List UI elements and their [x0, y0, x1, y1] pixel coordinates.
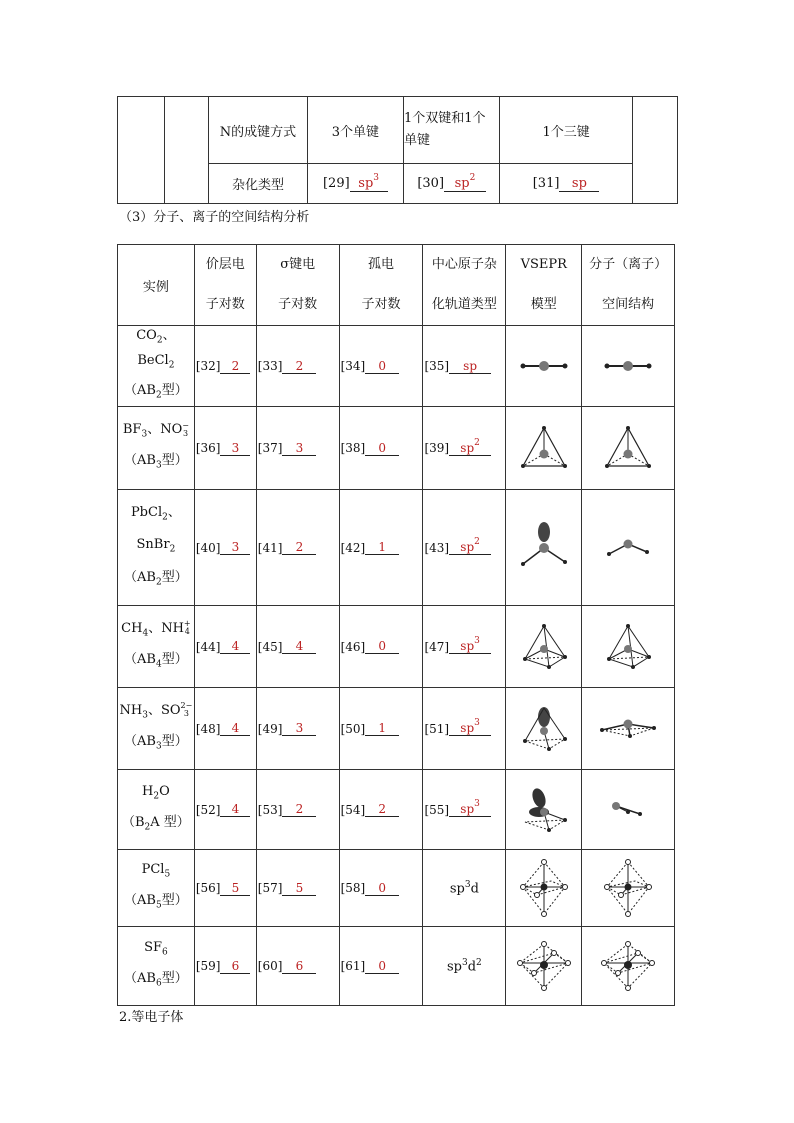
blank-number: [29] — [322, 175, 350, 191]
answer-blank: 3 — [282, 441, 316, 456]
vsepr-model-cell — [506, 770, 582, 850]
answer-cell — [423, 407, 506, 490]
trigonal-planar-structure-icon — [582, 424, 674, 472]
answer-blank: 2 — [282, 540, 316, 555]
answer-blank: 1 — [365, 721, 399, 736]
answer-blank: 2 — [220, 359, 250, 374]
table-row — [118, 407, 675, 490]
blank-number: [42] — [340, 540, 366, 555]
answer-blank: 3 — [282, 721, 316, 736]
spatial-structure-cell — [582, 850, 675, 927]
vsepr-model-cell — [506, 326, 582, 407]
answer-blank: $sp^2$ — [444, 176, 486, 192]
answer-blank: 0 — [365, 959, 399, 974]
answer-blank: 0 — [365, 441, 399, 456]
spatial-structure-cell — [582, 927, 675, 1006]
answer-blank: sp — [449, 359, 491, 374]
answer-cell — [339, 407, 423, 490]
linear-structure-icon — [582, 359, 674, 373]
example-cell: $BF_3$、NO − 3 （$AB_3$型） — [118, 407, 195, 490]
answer-cell — [339, 606, 423, 688]
bent-structure-icon — [582, 800, 674, 820]
answer-cell — [194, 407, 256, 490]
vsepr-model-cell — [506, 606, 582, 688]
table-row — [118, 927, 675, 1006]
trigonal-bipyramidal-structure-icon — [582, 859, 674, 917]
blank-number: [57] — [257, 881, 283, 895]
answer-blank: 3 — [220, 441, 250, 456]
blank-number: [52] — [195, 802, 221, 817]
blank-number: [33] — [257, 359, 283, 373]
example-cell: $CH_4$、NH + 4 （$AB_4$型） — [118, 606, 195, 688]
octahedral-model-icon — [506, 941, 581, 991]
bond-cell: 3个单键 — [307, 97, 403, 164]
blank-number: [36] — [195, 441, 221, 455]
row-label: N的成键方式 — [209, 97, 307, 164]
answer-blank: $sp^3$ — [449, 721, 491, 736]
answer-blank: $sp^3$ — [449, 639, 491, 654]
answer-cell — [256, 407, 339, 490]
blank-number: [53] — [257, 802, 283, 817]
blank-number: [48] — [195, 721, 221, 736]
blank-number: [60] — [257, 959, 283, 973]
blank-number: [55] — [424, 802, 450, 817]
empty-cell — [165, 97, 209, 204]
answer-blank: 4 — [220, 721, 250, 736]
answer-cell — [194, 326, 256, 407]
answer-cell — [423, 606, 506, 688]
table-row — [118, 850, 675, 927]
answer-blank: 0 — [365, 639, 399, 654]
example-cell: $SF_6$ （$AB_6$型） — [118, 927, 195, 1006]
blank-number: [40] — [195, 540, 221, 555]
blank-number: [44] — [195, 639, 221, 654]
table-row — [118, 606, 675, 688]
blank-number: [49] — [257, 721, 283, 736]
example-cell: PCl$_5$ （$AB_5$型） — [118, 850, 195, 927]
answer-blank: $sp^3$ — [350, 176, 388, 192]
answer-blank: 6 — [282, 959, 316, 974]
answer-cell — [339, 770, 423, 850]
answer-blank: $sp^2$ — [449, 540, 491, 555]
header-example: 实例 — [118, 245, 195, 326]
answer-blank: 5 — [282, 881, 316, 896]
trigonal-bipyramidal-model-icon — [506, 859, 581, 917]
answer-blank: 0 — [365, 359, 399, 374]
answer-cell — [256, 326, 339, 407]
header-valence: 价层电 子对数 — [194, 245, 256, 326]
answer-cell — [339, 490, 423, 606]
vsepr-model-cell — [506, 688, 582, 770]
answer-cell — [423, 326, 506, 407]
answer-cell — [423, 688, 506, 770]
answer-cell — [423, 490, 506, 606]
answer-cell — [500, 164, 632, 204]
answer-cell — [194, 688, 256, 770]
octahedral-structure-icon — [582, 941, 674, 991]
answer-blank: $sp^2$ — [449, 441, 491, 456]
answer-cell — [339, 850, 423, 927]
empty-cell — [118, 97, 165, 204]
answer-cell — [194, 490, 256, 606]
table-row — [118, 326, 675, 407]
answer-blank: 2 — [282, 802, 316, 817]
bond-cell — [404, 97, 500, 164]
section-heading: （3）分子、离子的空间结构分析 — [119, 210, 310, 225]
blank-number: [59] — [195, 959, 221, 973]
row-label: 杂化类型 — [209, 164, 307, 204]
answer-blank: 0 — [365, 881, 399, 896]
answer-cell — [194, 606, 256, 688]
blank-number: [43] — [424, 540, 450, 555]
blank-number: [37] — [257, 441, 283, 455]
header-sigma: σ键电 子对数 — [256, 245, 339, 326]
spatial-structure-cell — [582, 606, 675, 688]
example-cell: PbCl$_2$、 SnBr$_2$ （$AB_2$型） — [118, 490, 195, 606]
tetrahedral-model-icon — [506, 623, 581, 671]
blank-number: [32] — [195, 359, 221, 373]
answer-cell — [339, 326, 423, 407]
spatial-structure-cell — [582, 490, 675, 606]
trigonal-planar-model-icon — [506, 520, 581, 576]
empty-cell — [632, 97, 677, 204]
bond-text: 1个双键和1个 — [404, 111, 486, 126]
tetrahedral-model-icon — [506, 705, 581, 753]
blank-number: [54] — [340, 802, 366, 817]
section-heading: 2.等电子体 — [119, 1010, 184, 1025]
bent-structure-icon — [582, 538, 674, 558]
answer-cell — [404, 164, 500, 204]
blank-number: [38] — [340, 441, 366, 455]
blank-number: [30] — [417, 175, 445, 191]
trigonal-pyramidal-structure-icon — [582, 718, 674, 740]
hybrid-cell: $sp^3d$ — [423, 850, 506, 927]
answer-blank: 4 — [220, 802, 250, 817]
answer-cell — [423, 770, 506, 850]
answer-blank: 1 — [365, 540, 399, 555]
spatial-structure-cell — [582, 770, 675, 850]
spatial-structure-cell — [582, 688, 675, 770]
blank-number: [46] — [340, 639, 366, 654]
answer-blank: 4 — [282, 639, 316, 654]
blank-number: [39] — [424, 441, 450, 455]
answer-cell — [256, 850, 339, 927]
blank-number: [58] — [340, 881, 366, 895]
vsepr-model-cell — [506, 850, 582, 927]
hybrid-cell: $sp^3d^2$ — [423, 927, 506, 1006]
blank-number: [47] — [424, 639, 450, 654]
answer-blank: 2 — [365, 802, 399, 817]
answer-cell — [194, 927, 256, 1006]
header-hybrid: 中心原子杂 化轨道类型 — [423, 245, 506, 326]
blank-number: [41] — [257, 540, 283, 555]
vsepr-model-cell — [506, 490, 582, 606]
answer-cell — [256, 606, 339, 688]
blank-number: [31] — [532, 175, 560, 191]
answer-cell — [194, 770, 256, 850]
answer-cell — [256, 490, 339, 606]
answer-cell — [339, 927, 423, 1006]
answer-blank: 6 — [220, 959, 250, 974]
structure-table — [117, 244, 675, 1006]
table-row — [118, 770, 675, 850]
answer-cell — [307, 164, 403, 204]
answer-blank: 5 — [220, 881, 250, 896]
blank-number: [34] — [340, 359, 366, 373]
table-row — [118, 688, 675, 770]
answer-blank: 2 — [282, 359, 316, 374]
tetrahedral-structure-icon — [582, 623, 674, 671]
answer-blank: 3 — [220, 540, 250, 555]
vsepr-model-cell — [506, 407, 582, 490]
tetrahedral-model-icon — [506, 786, 581, 834]
example-cell: $H_2O$ （$B_2A$ 型） — [118, 770, 195, 850]
bond-cell: 1个三键 — [500, 97, 632, 164]
bonding-table — [117, 96, 678, 204]
answer-cell — [256, 688, 339, 770]
answer-cell — [256, 927, 339, 1006]
vsepr-model-cell — [506, 927, 582, 1006]
answer-blank: 4 — [220, 639, 250, 654]
blank-number: [51] — [424, 721, 450, 736]
header-lone: 孤电 子对数 — [339, 245, 423, 326]
blank-number: [61] — [340, 959, 366, 973]
spatial-structure-cell — [582, 326, 675, 407]
bond-text: 单键 — [404, 133, 431, 148]
blank-number: [50] — [340, 721, 366, 736]
answer-blank: sp — [559, 176, 599, 192]
blank-number: [45] — [257, 639, 283, 654]
header-shape: 分子（离子） 空间结构 — [582, 245, 675, 326]
spatial-structure-cell — [582, 407, 675, 490]
answer-cell — [339, 688, 423, 770]
table-row — [118, 490, 675, 606]
blank-number: [56] — [195, 881, 221, 895]
trigonal-planar-model-icon — [506, 424, 581, 472]
answer-cell — [256, 770, 339, 850]
example-cell: $NH_3$、SO 2− 3 （$AB_3$型） — [118, 688, 195, 770]
blank-number: [35] — [424, 359, 450, 373]
header-vsepr: VSEPR 模型 — [506, 245, 582, 326]
example-cell: $CO_2$、BeCl$_2$ （$AB_2$型） — [118, 326, 195, 407]
answer-blank: $sp^3$ — [449, 802, 491, 817]
answer-cell — [194, 850, 256, 927]
linear-model-icon — [506, 359, 581, 373]
